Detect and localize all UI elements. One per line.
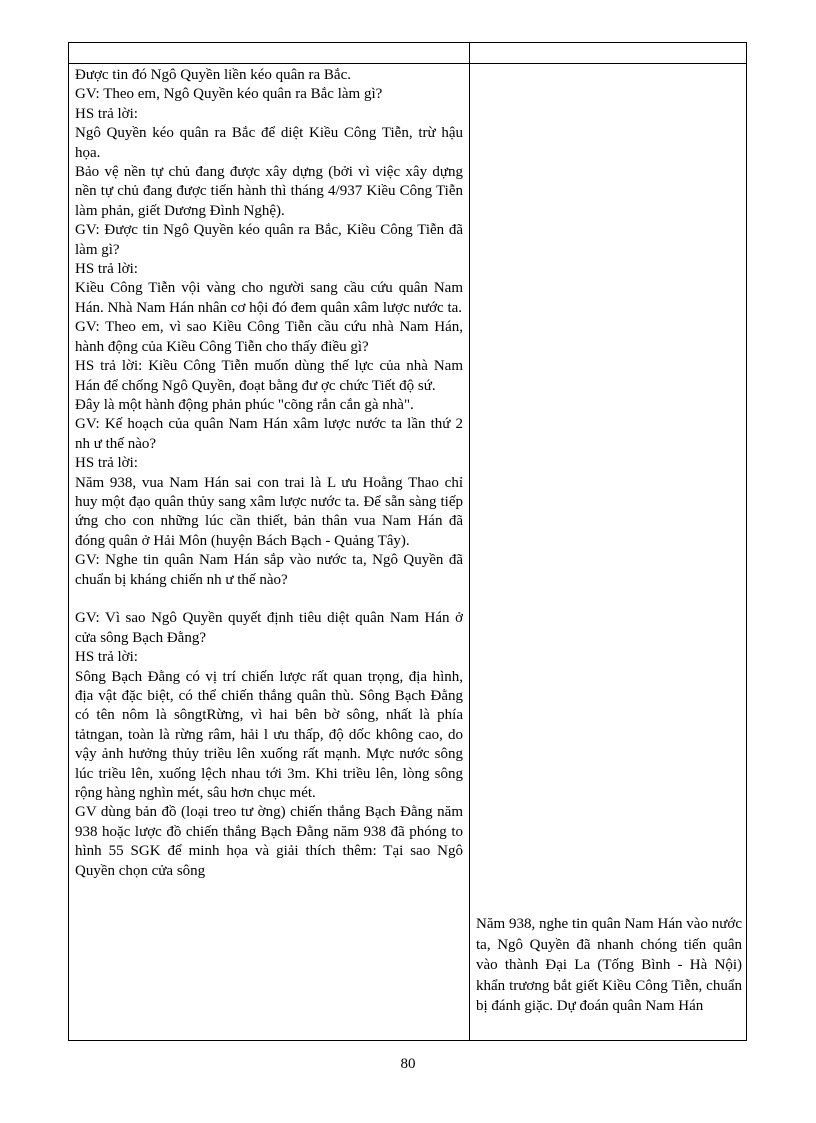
student-answer-label: HS trả lời: bbox=[75, 649, 138, 666]
teacher-question: GV: Vì sao Ngô Quyền quyết định tiêu diệt quân Nam Hán ở cửa sông Bạch Đằng? bbox=[75, 610, 463, 646]
student-answer: Kiều Công Tiễn vội vàng cho người sang cầu cứu quân Nam Hán. Nhà Nam Hán nhân cơ hội đó đem quân xâm lược nước ta. bbox=[75, 280, 463, 316]
teaching-activities-cell bbox=[75, 66, 463, 1038]
lesson-table bbox=[68, 42, 747, 1041]
table-header-row bbox=[69, 43, 746, 64]
page-number: 80 bbox=[400, 1056, 416, 1072]
paragraph: Đây là một hành động phản phúc "cõng rắn cắn gà nhà". bbox=[75, 396, 414, 413]
lesson-content-cell bbox=[476, 914, 742, 1038]
teacher-question: GV: Được tin Ngô Quyền kéo quân ra Bắc, Kiều Công Tiễn đã làm gì? bbox=[75, 222, 463, 258]
paragraph: Được tin đó Ngô Quyền liền kéo quân ra Bắc. bbox=[75, 67, 351, 83]
student-answer: Ngô Quyền kéo quân ra Bắc để diệt Kiều Công Tiễn, trừ hậu họa. bbox=[75, 125, 463, 161]
teacher-question: GV: Kế hoạch của quân Nam Hán xâm lược nước ta lần thứ 2 nh ư thế nào? bbox=[75, 416, 463, 452]
paragraph: Bảo vệ nền tự chủ đang được xây dựng (bởi vì việc xây dựng nền tự chủ đang được tiến hành thì tháng 4/937 Kiều Công Tiễn làm phản, giết Dương Đình Nghệ). bbox=[75, 164, 463, 219]
student-answer-label: HS trả lời: bbox=[75, 105, 138, 122]
teacher-question: GV: Nghe tin quân Nam Hán sắp vào nước ta, Ngô Quyền đã chuẩn bị kháng chiến nh ư thế nào? bbox=[75, 552, 463, 588]
teacher-question: GV: Theo em, Ngô Quyền kéo quân ra Bắc làm gì? bbox=[75, 86, 383, 103]
teacher-activity: GV dùng bản đồ (loại treo tư ờng) chiến thắng Bạch Đằng năm 938 hoặc lược đồ chiến thắng Bạch Đằng năm 938 đã phóng to hình 55 SGK để minh họa và giải thích thêm: Tại sao Ngô Quyền chọn cửa sông bbox=[75, 804, 463, 879]
student-answer-label: HS trả lời: bbox=[75, 261, 138, 278]
student-answer-label: HS trả lời: bbox=[75, 455, 138, 472]
teacher-question: GV: Theo em, vì sao Kiều Công Tiễn cầu cứu nhà Nam Hán, hành động của Kiều Công Tiễn cho thấy điều gì? bbox=[75, 319, 463, 355]
blank-line bbox=[75, 590, 463, 609]
student-answer: Sông Bạch Đằng có vị trí chiến lược rất quan trọng, địa hình, địa vật đặc biệt, có thể chiến thắng quân thù. Sông Bạch Đằng có tên nôm là sôngtRừng, vì hai bên bờ sông, nhất là phía tảtngan, toàn là rừng râm, hải l ưu thấp, độ dốc không cao, do vậy ảnh hưởng thủy triều lên xuống rất mạnh. Mực nước sông lúc triều lên, xuống lệch nhau tới 3m. Khi triều lên, lòng sông rộng hàng nghìn mét, sâu hơn chục mét. bbox=[75, 668, 463, 802]
content-paragraph: Năm 938, nghe tin quân Nam Hán vào nước ta, Ngô Quyền đã nhanh chóng tiến quân vào thành Đại La (Tống Bình - Hà Nội) khẩn trương bắt giết Kiều Công Tiễn, chuẩn bị đánh giặc. Dự đoán quân Nam Hán bbox=[476, 916, 742, 1014]
student-answer: HS trả lời: Kiều Công Tiễn muốn dùng thế lực của nhà Nam Hán để chống Ngô Quyền, đoạt bằng đư ợc chức Tiết độ sứ. bbox=[75, 358, 463, 394]
column-divider bbox=[469, 43, 470, 1040]
student-answer: Năm 938, vua Nam Hán sai con trai là L ưu Hoằng Thao chỉ huy một đạo quân thủy sang xâm lược nước ta. Để sẵn sàng tiếp ứng cho con những lúc cần thiết, bản thân vua Nam Hán đã đóng quân ở Hải Môn (huyện Bách Bạch - Quảng Tây). bbox=[75, 474, 463, 549]
